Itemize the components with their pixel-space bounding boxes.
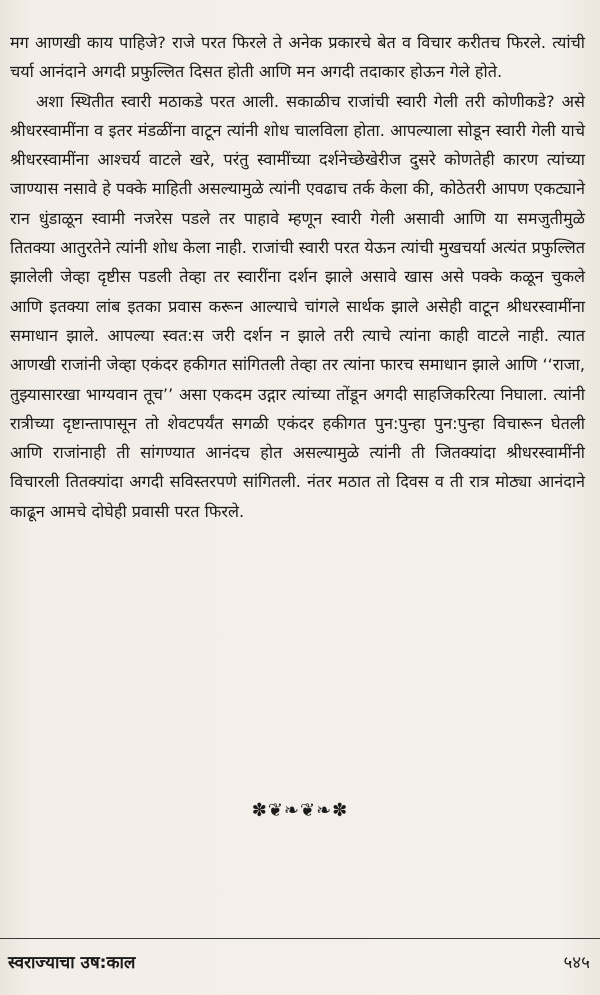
running-title: स्वराज्याचा उष:काल bbox=[8, 953, 136, 973]
paragraph: मग आणखी काय पाहिजे? राजे परत फिरले ते अनेक प्रकारचे बेत व विचार करीतच फिरले. त्यांची चर्या आनंदाने अगदी प्रफुल्लित दिसत होती आणि मन अगदी तदाकार होऊन गेले होते. bbox=[10, 33, 585, 82]
body-text bbox=[10, 28, 585, 526]
page-number: ५४५ bbox=[563, 953, 590, 973]
section-end-ornament: ✽❦❧❦❧✽ bbox=[251, 800, 349, 821]
footer-divider bbox=[0, 938, 600, 939]
paragraph: अशा स्थितीत स्वारी मठाकडे परत आली. सकाळीच राजांची स्वारी गेली तरी कोणीकडे? असे श्रीधरस्वामींना व इतर मंडळींना वाटून त्यांनी शोध चालविला होता. आपल्याला सोडून स्वारी गेली याचे श्रीधरस्वामींना आश्चर्य वाटले खरे, परंतु स्वामींच्या दर्शनेच्छेखेरीज दुसरे कोणतेही कारण त्यांच्या जाण्यास नसावे हे पक्के माहिती असल्यामुळे त्यांनी एवढाच तर्क केला की, कोठेतरी आपण एकट्याने रान धुंडाळून स्वामी नजरेस पडले तर पाहावे म्हणून स्वारी गेली असावी आणि या समजुतीमुळे तितक्या आतुरतेने त्यांनी शोध केला नाही. राजांची स्वारी परत येऊन त्यांची मुखचर्या अत्यंत प्रफुल्लित झालेली जेव्हा दृष्टीस पडली तेव्हा तर स्वारींना दर्शन झाले असावे खास असे पक्के कळून चुकले आणि इतक्या लांब इतका प्रवास करून आल्याचे चांगले सार्थक झाले असेही वाटून श्रीधरस्वामींना समाधान झाले. आपल्या स्वत:स जरी दर्शन न झाले तरी त्याचे त्यांना काही वाटले नाही. त्यात आणखी राजांनी जेव्हा एकंदर हकीगत सांगितली तेव्हा तर त्यांना फारच समाधान झाले आणि ‘‘राजा, तुझ्यासारखा भाग्यवान तूच’’ असा एकदम उद्गार त्यांच्या तोंडून अगदी साहजिकरित्या निघाला. त्यांनी रात्रीच्या दृष्टान्तापासून तो शेवटपर्यंत सगळी एकंदर हकीगत पुन:पुन्हा पुन:पुन्हा विचारून घेतली आणि राजांनाही ती सांगण्यात आनंदच होत असल्यामुळे त्यांनी ती जितक्यांदा श्रीधरस्वामींनी विचारली तितक्यांदा अगदी सविस्तरपणे सांगितली. नंतर मठात तो दिवस व ती रात्र मोठ्या आनंदाने काढून आमचे दोघेही प्रवासी परत फिरले. bbox=[10, 91, 585, 521]
